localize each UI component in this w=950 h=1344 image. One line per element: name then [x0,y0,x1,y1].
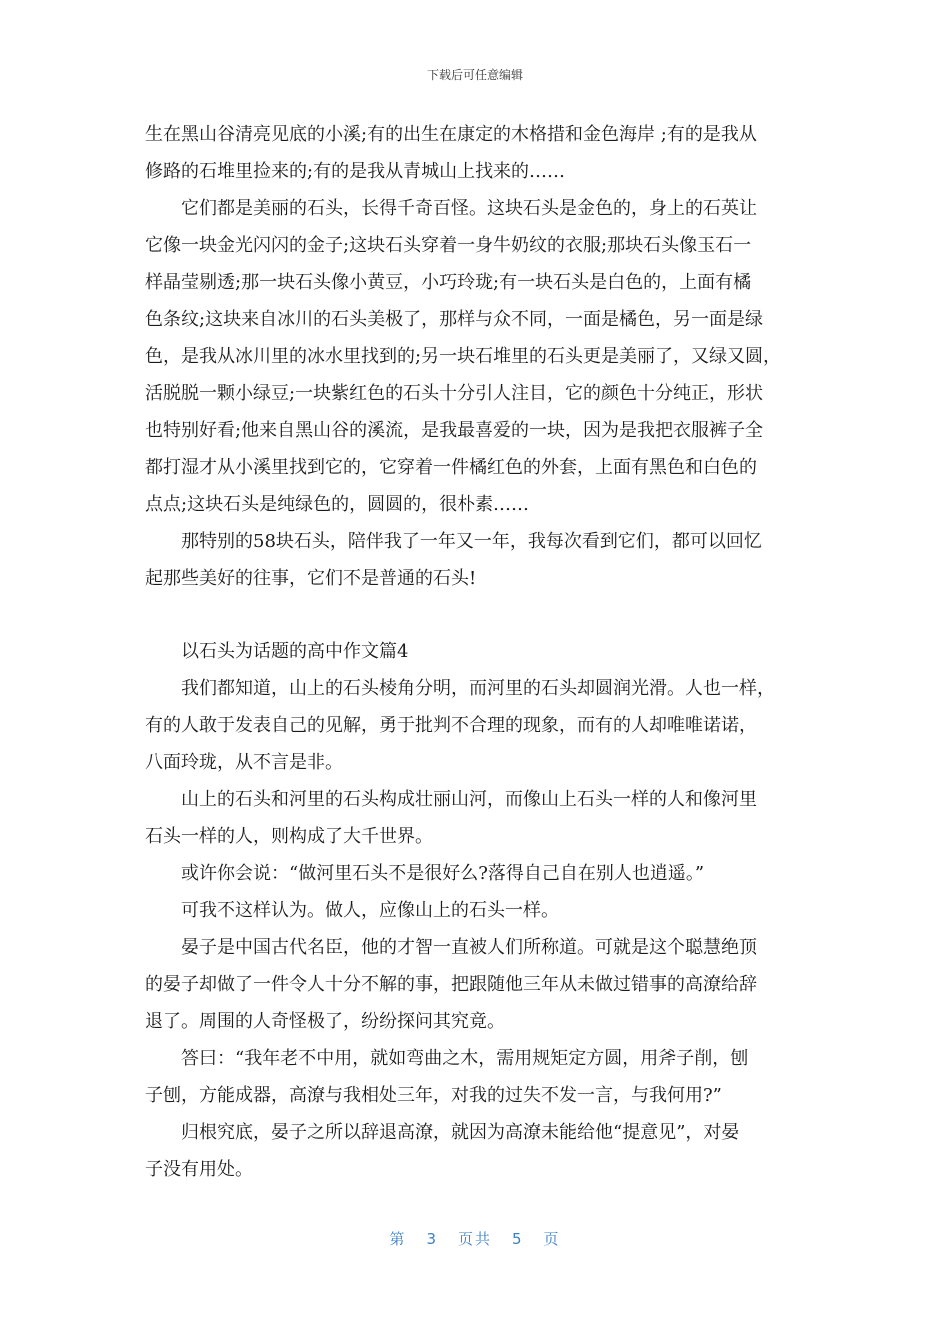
text-line: 可我不这样认为。做人，应像山上的石头一样。 [181,900,559,921]
text-line: 起那些美好的往事，它们不是普通的石头! [145,568,477,589]
text-line: 我们都知道，山上的石头棱角分明，而河里的石头却圆润光滑。人也一样， [181,678,775,699]
text-line: 子刨，方能成器，高潦与我相处三年，对我的过失不发一言，与我何用?” [145,1085,722,1106]
text-line: 八面玲珑，从不言是非。 [145,752,343,773]
text-line: 样晶莹剔透;那一块石头像小黄豆，小巧玲珑;有一块石头是白色的，上面有橘 [145,272,752,293]
text-line: 晏子是中国古代名臣，他的才智一直被人们所称道。可就是这个聪慧绝顶 [181,937,757,958]
footer-total-pages: 5 [512,1230,524,1248]
page-footer [0,1228,950,1249]
text-line: 归根究底，晏子之所以辞退高潦，就因为高潦未能给他“提意见”，对晏 [181,1122,740,1143]
text-line: 它像一块金光闪闪的金子;这块石头穿着一身牛奶纹的衣服;那块石头像玉石一 [145,235,752,256]
text-line: 都打湿才从小溪里找到它的，它穿着一件橘红色的外套，上面有黑色和白色的 [145,457,757,478]
text-line: 以石头为话题的高中作文篇4 [181,641,409,662]
text-line: 山上的石头和河里的石头构成壮丽山河，而像山上石头一样的人和像河里 [181,789,757,810]
footer-suffix: 页 [543,1230,561,1248]
text-line: 子没有用处。 [145,1159,253,1180]
footer-prefix: 第 [389,1230,407,1248]
footer-mid: 页共 [457,1230,492,1248]
text-line: 退了。周围的人奇怪极了，纷纷探问其究竟。 [145,1011,505,1032]
footer-current-page: 3 [426,1230,438,1248]
text-line: 修路的石堆里捡来的;有的是我从青城山上找来的…… [145,161,566,182]
paragraph-gap [145,597,820,633]
text-line: 色条纹;这块来自冰川的石头美极了，那样与众不同，一面是橘色，另一面是绿 [145,309,764,330]
text-line: 石头一样的人，则构成了大千世界。 [145,826,433,847]
text-line: 色，是我从冰川里的冰水里找到的;另一块石堆里的石头更是美丽了，又绿又圆， [145,346,782,367]
text-line: 或许你会说：“做河里石头不是很好么?落得自己自在别人也逍遥。” [181,863,705,884]
text-line: 活脱脱一颗小绿豆;一块紫红色的石头十分引人注目，它的颜色十分纯正，形状 [145,383,764,404]
text-line: 也特别好看;他来自黑山谷的溪流，是我最喜爱的一块，因为是我把衣服裤子全 [145,420,764,441]
text-line: 答曰：“我年老不中用，就如弯曲之木，需用规矩定方圆，用斧子削，刨 [181,1048,749,1069]
page-header: 下载后可任意编辑 [426,68,523,82]
text-line: 那特别的58块石头，陪伴我了一年又一年，我每次看到它们，都可以回忆 [181,531,762,552]
text-line: 的晏子却做了一件令人十分不解的事，把跟随他三年从未做过错事的高潦给辞 [145,974,757,995]
text-line: 点点;这块石头是纯绿色的，圆圆的，很朴素…… [145,494,530,515]
text-line: 它们都是美丽的石头，长得千奇百怪。这块石头是金色的，身上的石英让 [181,198,757,219]
text-line: 生在黑山谷清亮见底的小溪;有的出生在康定的木格措和金色海岸 ;有的是我从 [145,124,757,145]
text-line: 有的人敢于发表自己的见解，勇于批判不合理的现象，而有的人却唯唯诺诺， [145,715,757,736]
document-body [145,116,820,1188]
